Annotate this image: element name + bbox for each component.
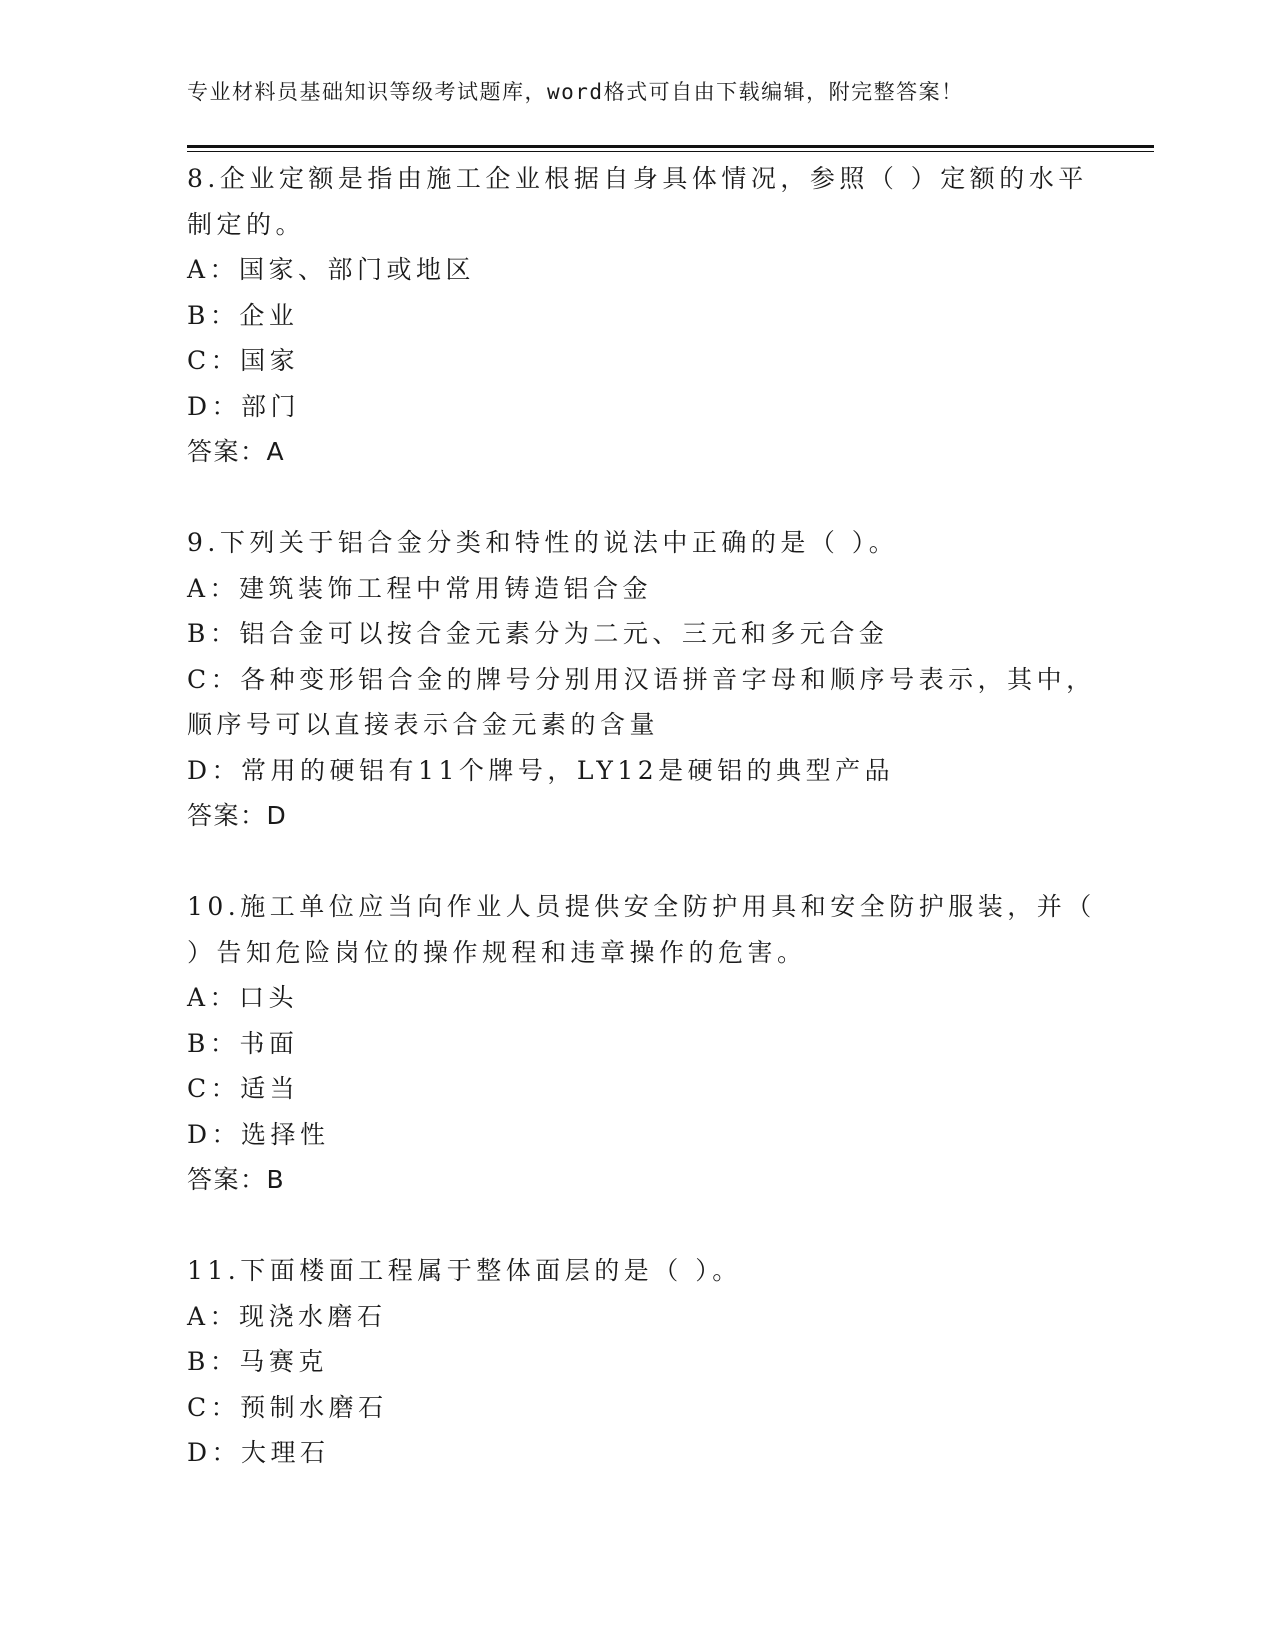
option: C：预制水磨石 (187, 1392, 388, 1422)
option: A：国家、部门或地区 (187, 255, 476, 284)
option: A：现浇水磨石 (187, 1301, 387, 1331)
option: C：各种变形铝合金的牌号分别用汉语拼音字母和顺序号表示，其中， (187, 664, 1096, 694)
option: A：建筑装饰工程中常用铸造铝合金 (187, 573, 653, 603)
option: D：选择性 (187, 1119, 330, 1149)
page-header: 专业材料员基础知识等级考试题库，word格式可自由下载编辑，附完整答案！ (187, 80, 964, 104)
option: D：大理石 (187, 1438, 330, 1467)
question-stem: 11.下面楼面工程属于整体面层的是（ ）。 (187, 1256, 742, 1285)
question-stem: ）告知危险岗位的操作规程和违章操作的危害。 (187, 937, 807, 967)
option: B：马赛克 (187, 1347, 328, 1376)
header-rule-thick (187, 145, 1154, 148)
option: D：部门 (187, 391, 301, 421)
option: C：国家 (187, 346, 300, 375)
question-block (187, 1248, 1087, 1476)
option: D：常用的硬铝有11个牌号，LY12是硬铝的典型产品 (187, 755, 895, 785)
option: 顺序号可以直接表示合金元素的含量 (187, 710, 660, 739)
option: C：适当 (187, 1074, 300, 1103)
answer: 答案：B (187, 1165, 286, 1194)
question-list (187, 156, 1096, 1476)
header-rule-thin (187, 151, 1154, 152)
question-block (187, 156, 1087, 475)
option: B：铝合金可以按合金元素分为二元、三元和多元合金 (187, 619, 889, 648)
question-stem: 制定的。 (187, 209, 306, 239)
question-block (187, 884, 1096, 1203)
option: B：企业 (187, 300, 299, 330)
answer: 答案：A (187, 437, 286, 466)
question-stem: 10.施工单位应当向作业人员提供安全防护用具和安全防护服装，并（ (187, 892, 1096, 921)
question-stem: 8.企业定额是指由施工企业根据自身具体情况，参照（ ）定额的水平 (187, 164, 1088, 193)
question-block (187, 520, 1096, 839)
question-stem: 9.下列关于铝合金分类和特性的说法中正确的是（ ）。 (187, 528, 899, 557)
option: A：口头 (187, 983, 299, 1012)
option: B：书面 (187, 1028, 299, 1058)
answer: 答案：D (187, 801, 288, 830)
